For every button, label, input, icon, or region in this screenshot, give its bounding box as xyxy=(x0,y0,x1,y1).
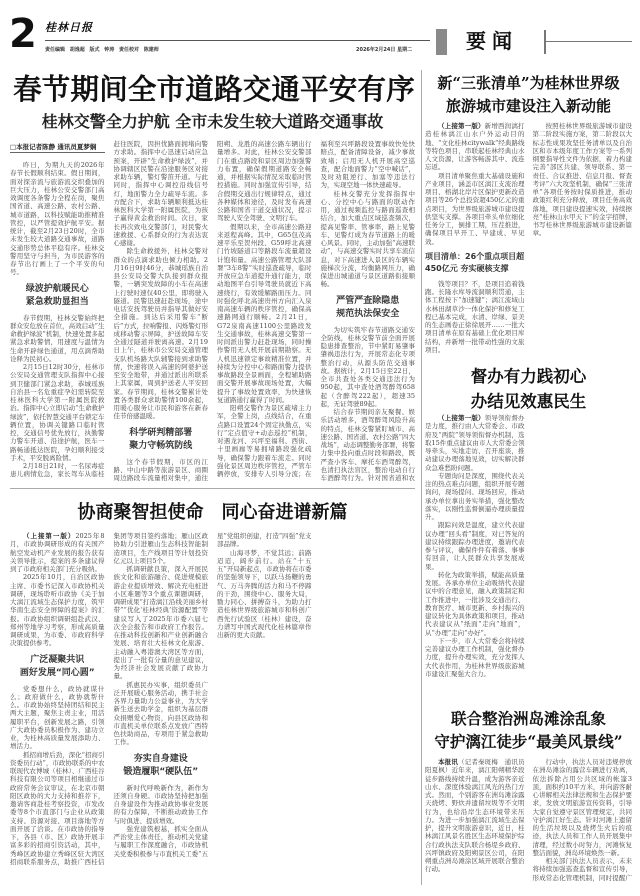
paragraph-text: 山海寻梦，不觉其远；前路迢迢，阔步前行。站在“十五五”开局新起点，市政协将在市委的坚强领导下，以跃马扬鞭的勇气、万马奔腾的活力和马不停蹄的干劲，围绕中心、服务大局，勠力同心、拼搏奋斗，为助力打造桂林世界级旅游城市和科创广西先行试验区（桂林）建设，奋力谱写中国式现代化桂林篇章作出新的更大贡献。 xyxy=(217,548,312,639)
subheading-line: 严管严查除隐患 xyxy=(336,295,400,306)
headline-three-lists xyxy=(425,72,632,118)
editor-credits: 责任编辑 胡逸超 版式 钟涛 责任校对 陈建师 xyxy=(45,47,159,53)
subheading-line: 绿波护航暖民心 xyxy=(25,283,89,294)
section-divider xyxy=(544,30,546,54)
page-number: 2 xyxy=(9,11,37,57)
article-supervision-body xyxy=(425,414,632,684)
paragraph-text: 昨日，为期九天的2026年春节长假顺利结束。假日期间，面对探亲流与旅游流交织叠加的巨大压力，桂林公安交警部门高效调度各条警力全程在岗，聚焦国省道、高速公路、农村公路、城市道路，以科技赋能助推精准管控，以严管提效护航平安。据统计，截至2月23日20时，全市未发生较大道路交通事故，道路交通形势总体平稳有序。桂林交警用坚守与担当，为市民游客的春节出行画上了一个平安的句号。 xyxy=(10,161,105,277)
paragraph-text: 抓招商增后劲，深化“招商引资委员行动”，市政协联系的中农联现代农博城（桂林）、广西桂谷科技有限公司等项目相继通过市政府常务会议审议，在北京市朝阳区政协的大力支持和推荐下，邀请客商赴桂考察投资，市发改委等8个市直部门与企业从政策支持、资源对接、项目落地等方面开展了洽谈。在市政协的指导下，各县（市、区）政协开展丰富多彩的招商引资活动，其中，秀峰区政协建立秀峰区驻大湾区招商联系服务点，助推广西桂信集团等项目签约落地；雁山区政协助力引进雁山生态科技智能制造项目，生产线项目等计划投资亿元以上项目5个。 xyxy=(10,532,208,866)
masthead-rule xyxy=(45,40,430,41)
paragraph xyxy=(321,326,416,409)
headline-line: 联合整治洲岛滩涂乱象 xyxy=(450,709,606,728)
paragraph xyxy=(10,161,105,277)
paragraph-text: 2月18日21时，一名尿毒症患儿病情危急，家长驾车从临桂赶往医院，因担忧路面拥堵向警方求助。指挥中心迅速启动应急预案，开辟“生命救护绿波”，并协调辖区民警在沿途服务区对接求助车辆，警灯警笛开道。与此同时，指挥中心调控沿线信号灯，地面警力全力疏导车流。多方配合下，求助车辆顺利抵达桂林医科大学第一附属医院，为孩子赢得黄金救治时间。次日，家长再次致电交警部门，对民警火速救援、心系群众的行为表达衷心感谢。 xyxy=(10,140,208,479)
subheading-line: 画好发展“同心圆” xyxy=(19,667,95,678)
subheading xyxy=(10,283,105,309)
headline-line: 办结见效惠民生 xyxy=(470,392,587,411)
paragraph xyxy=(10,532,105,573)
paragraph-text: 为切实筑牢春节道路交通安全防线，桂林交警节前全面开展隐患排查整治，节中紧盯易肇事肇祸违法行为，开展常态化专项整治行动，从源头防范交通事故。据统计，2月15日至22日，全市共查处各类交通违法行为950起，其中查处酒驾醉驾658起（含醉驾222起），超速35起，无证驾驶89起。 xyxy=(320,325,415,408)
paragraph xyxy=(425,521,525,571)
paragraph xyxy=(114,565,209,681)
paragraph xyxy=(425,472,525,522)
lead-in: （上接第一版） xyxy=(438,122,485,130)
subheading-line: 目超450亿元 夯实硬核支撑 xyxy=(425,251,525,273)
article-traffic-body xyxy=(10,140,415,485)
paragraph-text: 阳朔交警作为景区疏堵主力军，全警上岗，点线结合，在重点路口设置24个固定执勤点，实行“定点值守+动态巡控”机制，对遇龙河、兴坪至福利、西街、十里画廊等易拥堵路段强化疏导，确保警力跟着车流走。同时强化景区周边秩序管控，严管车辆停放，安排专人引导分流；在福利至兴坪路段设置事故快处快赔点，配备清障设备，减少事故致堵；启用无人机开展高空巡查，配合地面警力“空中喊话”，及时劝阻逆行、加塞等违法行为，实现空地一体快速疏导。 xyxy=(217,140,415,478)
paragraph xyxy=(10,685,105,751)
subheading xyxy=(114,753,209,779)
paragraph-text: 专题询问是深度，围绕代表关注的热点难点问题，组织开展专题询问，现场提问、现场回应，推动承办单位拿出务实举措，强化整改落实，以刚性监督倒逼办理质量提升。 xyxy=(425,471,525,521)
paragraph xyxy=(425,280,525,354)
paragraph-text: 这个春节假期，市区的江路、中山中路等旅游景区、商圈周边路段车流量相对集中，通往阳朔、龙胜的高速公路车辆出行量增多。对此，桂林公安交警部门在重点路段和景区周边加强警力布置，确保假期道路安全畅通，并根据实际情况采取临时管控措施。同时加强宣传引导，结合假期交通出行规律特点，通过各种媒体和途径，及时发布高速公路和国省干道交通状况，提示驾驶人安全驾驶、文明行车。 xyxy=(113,140,312,482)
paragraph-text: 领导领衔督办是力度，推行由人大常委会、市政府及“两院”领导领衔督办机制，选取15件重点建议由市人大常委会领导牵头，实地走访、召开座谈，推动建议办理落地见效，切实解决群众急难愁盼问题。 xyxy=(425,414,525,472)
subheading-line: 夯实自身建设 xyxy=(133,753,188,764)
lead-in: （上接第一版） xyxy=(23,532,76,540)
paragraph-text: 2月15日12时30分，桂林市公安局交通管理支队指挥中心接到卫健部门紧急求助，恭城瑶族自治县一名危重症孕妇需转院至桂林医科大学第一附属医院救治。指挥中心立即启动“生命救护绿波”，依托智慧交通平台锁定车辆位置，协调关键路口临时管控，交通信号优先放行，执勤警力警车开道、沿途护航，医车一路畅通抵达医院，孕妇顺利接受手术，平安脱离险情。 xyxy=(10,363,105,462)
lead-in: 本报讯 xyxy=(438,758,458,766)
subheading-line: 广泛凝聚共识 xyxy=(30,654,85,665)
paragraph-text: 假期以来，全市高速公路迎来返程高峰。其中，G65包茂高速平乐至贺州段、G59呼北高速门竹坡隧道口等路段车流量超设计饱和量。高速公路管理大队部署“3车8警”实时巡查疏导，临时开放应急车道提升通行能力，联动地图平台引导驾驶员就近下高速绕行，有效缓解路面压力。同时强化呼北高速贵州方向汇入泉南高速车辆的秩序管控，确保高速路网通行顺畅。2月21日，G72泉南高速1100公里路段发生交通事故，桂林高速交警第一时间派出警力赶赴现场，同时操作警用无人机开展前期勘察。无人机迅速锁定事故精准位置，并持续为分控中心和路面警力提供事故路段全景画面，全程辅助路面交警开展事故现场处置，大幅提升了事故处置效率，为快速恢复道路通行赢得了时间。 xyxy=(217,222,312,404)
section-separator xyxy=(10,488,415,489)
subheading-line: 紧急救助显担当 xyxy=(25,296,89,307)
paragraph-text: 钱等项目？不，是项目追着钱跑。长隆水库导流洞顺利贯通，主体工程按下“加速键”；漓江流域山水林田湖草沙一体化保护和修复工程已基本完成，水清、岸绿、景美的生态画卷正徐徐展开……一批大项目清单在原有基础上优化项目库结构，并新增一批带动性强的文旅项目。 xyxy=(425,279,525,354)
byline: □本报记者陈静 通讯员夏梦娴 xyxy=(10,143,105,153)
headline-lijiang xyxy=(425,707,632,753)
paragraph xyxy=(10,314,105,364)
paragraph xyxy=(114,247,209,420)
headline-cppcc: 协商聚智担使命 同心奋进谱新篇 xyxy=(77,502,348,523)
paragraph xyxy=(425,637,525,678)
paragraph xyxy=(425,122,525,172)
issue-date: 2026年2月24日 星期二 xyxy=(356,47,413,53)
section-rule xyxy=(546,41,632,42)
paragraph-text: 新时代呼唤新作为，新作为还须自身硬。市政协坚持把加强自身建设作为推动政协事业发展的有力保障，不断推动政协工作与时俱进、提质增效。 xyxy=(113,783,208,825)
headline-line: 旅游城市建设注入新动能 xyxy=(445,97,611,115)
paragraph-text: 2025年10月，自治区政协主席、市委书记深入市政协机关调研，现场聆听市政协《关于加大漓江流域生态保护力度，筑牢华南生态安全屏障的提案》的汇报。市政协组织调研组赴武汉、郑州等地学习考察，形成高质量调研成果，为市委、市政府科学决策提供参考。 xyxy=(10,573,105,648)
headline-supervision xyxy=(425,364,632,414)
paragraph-text: 跟踪问效是温度，建立代表建议办理“回头看”制度，对已答复的建议持续跟踪办理进度，邀请代表参与评议，确保件件有着落、事事有回音，让人民群众共享发展成果。 xyxy=(425,521,525,571)
column-divider xyxy=(421,70,422,885)
paragraph-text: 除生命救援外，桂林交警对群众的点滴求助也倾力相助。2月16日9时46分，恭城瑶族自治县公安局交警大队接到群众报警，一辆突发故障的小车在高速上行驶时速仅40公里，即将驶入隧道。民警迅速赶赴现场，途中电话安抚驾驶员并指导其做好安全措施。到达后采用警车“断后”方式，拉响警报、闪烁警灯形成移动警示屏障，护送故障车安全通过隧道并驶离高速。2月19日上午，桂林市公安局交通管理支队机场路大队辅警接到求助警情，快速将误入高速的阿婆护送至安全地带，并通过派出所联系上其家属，周到护送老人平安回家。春节期间，桂林交警累计处置各类群众求助警情100余起，用暖心服务让市民和游客在新春佳节倍感温暖。 xyxy=(113,247,208,421)
paragraph-text: 项目清单聚焦重大基础设施和产业项目，涵盖市区漓江支流治理项目、榕湖北岸片区保护更新改造项目等26个总投资超450亿元的重点项目，为世界级旅游城市建设提供坚实支撑。各项目牵头单位细化任务分工，倒排工期，压茬推进，确保项目早开工、早建成、早见效。 xyxy=(425,171,525,246)
headline-line: 守护漓江徒步“最美风景线” xyxy=(434,732,623,751)
subheading-line: 科学研判精部署 xyxy=(129,427,193,438)
section-marker xyxy=(436,29,447,55)
paragraph-text: 相关部门执法人员表示，未来将持续加强巡查监督和宣传引导，形成常态化管理机制，同时提醒广 xyxy=(532,857,632,882)
subtitle-traffic: 桂林交警全力护航 全市未发生较大道路交通事故 xyxy=(41,112,384,131)
headline-line: 新“三张清单”为桂林世界级 xyxy=(437,74,620,92)
newspaper-logo: 桂林日报 xyxy=(45,21,93,34)
subheading xyxy=(10,654,105,680)
paragraph-text: 桂林交警充分发挥指挥中心、分控中心与路面的联动作用，通过视频监控与路面巡查相结合，加大重点区域巡查频次，提高见警率、管事率，路上见警车、见警灯成为春节道路上的暖心风景。同时，主动加强“高速联动”，与高速交警实时共享车流信息，对下高速进入景区的车辆实施梯次分流，均衡路网压力，确保进出城通道与景区道路衔接顺畅。 xyxy=(320,189,415,289)
paragraph-text: （记者秦斑梅 通讯员阳夏枫）近年来，漓江阳朔精华段徒步路线持续升温，成为游客亲近山水、深度体验漓江风光的热门方式。然而，个别游客在洲岛滩涂露天烧烤、野炊并遗留垃圾等不文明行为，也给沿岸生态环境带来压力。为进一步加强漓江流域生态保护，提升文明旅游意识，近日，桂林漓江风景名胜区生态环境保护综合行政执法支队联合杨堤乡政府、兴坪镇政府及阳朔景区公司，在阳朔重点洲岛滩涂区域开展联合整治行动。 xyxy=(425,758,525,874)
paragraph-text: 新增西润漓打造桂林漓江山水户外运动目的地、“文化桂林citywalk”经典路线等特色项目，串联起桂林经典山水人文资源，让游客畅游其中、流连忘返。 xyxy=(425,122,525,172)
paragraph-text: 抓调研献良策，深入开展民族文化和旅游融合、促进规模旅游企业提质增效、解决充电桩进小区难题等3个重点课题调研，调研成果“打造漓江沿线美丽乡村带”“优化‘桂林经典’资源配置”等建议写入了2025年市委六届七次全会报告和市政府工作报告。在推动科技创新和产业创新融合发展、培育壮大桂林文化旅游、主动融入粤港澳大湾区等方面，提出了一批有分量的意见建议，为经济社会发展贡献了政协力量。 xyxy=(113,565,208,681)
section-title: 要闻 xyxy=(466,29,518,53)
subheading xyxy=(425,251,525,275)
article-lijiang-body xyxy=(425,758,632,883)
headline-traffic: 春节期间全市道路交通平安有序 xyxy=(13,73,415,106)
headline-line: 督办有力践初心 xyxy=(470,367,587,386)
subheading-line: 聚力守畅筑防线 xyxy=(129,440,193,451)
lead-in: （上接第一版） xyxy=(438,414,485,422)
paragraph xyxy=(114,784,209,825)
paragraph-text: 行动中，执法人员对违规停放在洲岛滩涂的露营车辆进行劝离，依法拆除占用公共区域的帐篷3顶，面积约10平方米，并向游客耐心讲解相关法律法规和生态保护要求，发放文明旅游宣传资料，引导大家自觉遵守景区管理规定，共同守护漓江好生态。针对河滩上遗留的生活垃圾以及烧烤生火后的痕迹，执法人员和工作人员开展集中清理，经过数小时努力，河滩恢复整洁面貌，洲岛环境焕然一新。 xyxy=(532,758,632,857)
paragraph xyxy=(114,681,209,747)
article-lists-body xyxy=(425,122,632,354)
paragraph-text: 下一步，市人大常委会将持续完善建议办理工作机制，强化督办力度，提升办理实效，充分发挥人大代表作用，为桂林世界级旅游城市建设汇聚强大合力。 xyxy=(425,636,525,678)
subheading-line: 锻造履职“硬队伍” xyxy=(123,766,199,777)
article-cppcc-body xyxy=(10,532,415,874)
paragraph-text: 党委想什么，政协就谋什么；政府做什么，政协就帮什么。市政协始终坚持团结和民主两大主题，聚焦主责主业，用活履职平台，创新发展之路，引领广大政协委员积极作为、建功立业，为桂林高质量发展添助力、增活力。 xyxy=(10,684,105,751)
subheading-line: 规范执法保安全 xyxy=(336,308,400,319)
paragraph xyxy=(10,363,105,462)
paragraph xyxy=(533,758,633,857)
paragraph xyxy=(425,172,525,246)
paragraph-text: 按照桂林世界级旅游城市建设第二阶段实施方案，第二阶段以大标志性成果攻坚任务清单以及自治区和市本级年度工作方案等一系列纲要指导性文件为依据，着力构建完善“部区共建、领导联系、第一责任、合议推进、信息月报、督查考评”六大攻坚机制，确保“三张清单”各项任务按时保质推进，推动政策红利充分释放，项目任务高效落地，项目建设提速实效，持续擦亮“桂林山水甲天下”的金字招牌，书写桂林世界级旅游城市建设新篇章。 xyxy=(532,122,632,238)
subheading xyxy=(321,295,416,321)
paragraph xyxy=(217,549,312,640)
paragraph xyxy=(217,223,312,405)
subheading xyxy=(114,427,209,453)
paragraph-text: 2025年8月，市政协调研形成的有关国产航空发动机产业发展的报告获有关领导批示，提案的多条建议得到了市政府相关部门充分吸纳。 xyxy=(10,532,105,573)
paragraph xyxy=(321,190,416,289)
paragraph-text: 抓惠民办实事，组织委员广泛开展暖心服务活动，携手社会各界力量助力公益事业，为大学新生送去助学金，组织为基层群众捐赠爱心物资，向县区政协和市直机关单位联系点发放广西特色扶助商品，专项用于紧急救助工作。 xyxy=(113,680,208,747)
paragraph xyxy=(425,571,525,637)
paragraph xyxy=(425,758,525,874)
paragraph-text: 结合春节期间亲友聚餐、娱乐活动增多，酒驾醉驾风险升高的特点，桂林交警紧盯城市、高速公路、国省道、农村公路“四大战场”，动态调整勤务部署，将警力集中投向重点时段和路段，既严查小客车、摩托车酒驾醉驾，也清扫执法盲区，整治电动自行车酒醉驾行为。针对国省道和农 xyxy=(320,408,415,482)
paragraph-text: 春节假期，桂林交警始终把群众安危放在首位，高效启动“生命救护绿波”机制，快速处置多起紧急求助警情，用速度与温情为生命开辟绿色通道，用点滴帮助诠释为民初心。 xyxy=(10,313,105,363)
paragraph-text: 转化为政策举措，赋能高质量发展。各承办单位主动吸纳代表建议中的合理意见，融入政策制定和工作推进中，一批涉及交通出行、教育医疗、城市更新、乡村振兴的建议转化为具体政策和项目，推动代表建议从“纸面”走向“地面”，从“办理”走向“办好”。 xyxy=(425,570,525,637)
paragraph xyxy=(425,414,525,472)
paragraph-text: 强党建筑根基，抓实全面从严治党主体责任，推动机关党建与履职工作深度融合，市政协机关党委积极参与市直机关工委“五星”党组织创建，打造“四强”党支部品牌。 xyxy=(113,532,312,858)
subheading-line: 项目清单：26个重点项 xyxy=(425,251,509,261)
paragraph xyxy=(10,573,105,647)
paragraph xyxy=(533,122,633,238)
